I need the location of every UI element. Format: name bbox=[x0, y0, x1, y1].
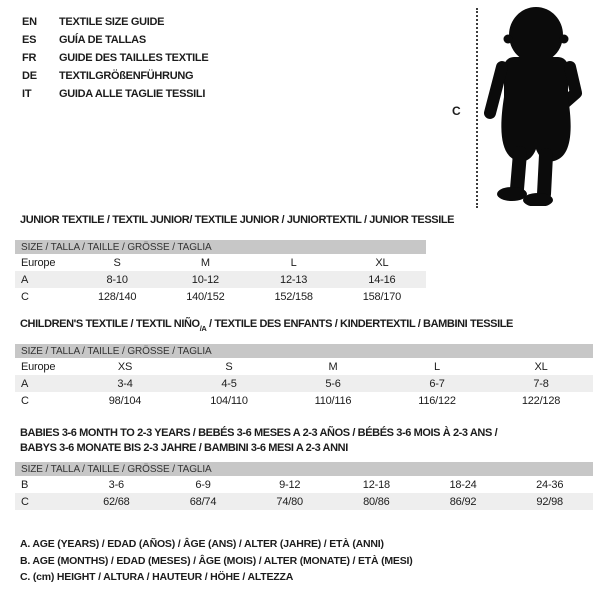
row-label-cell: C bbox=[21, 290, 29, 303]
lang-title: TEXTILGRÖßENFÜHRUNG bbox=[59, 70, 194, 82]
value-cell: 12-18 bbox=[362, 478, 390, 491]
value-cell: 86/92 bbox=[449, 495, 477, 508]
value-cell: 6-9 bbox=[195, 478, 211, 491]
legend-line-c: C. (cm) HEIGHT / ALTURA / HAUTEUR / HÖHE / ALTEZZA bbox=[20, 571, 294, 583]
size-header-bar: SIZE / TALLA / TAILLE / GRÖSSE / TAGLIA bbox=[15, 462, 593, 476]
size-header-bar: SIZE / TALLA / TAILLE / GRÖSSE / TAGLIA bbox=[15, 240, 426, 254]
value-cell: 18-24 bbox=[449, 478, 477, 491]
value-cell: 62/68 bbox=[103, 495, 130, 508]
lang-title: TEXTILE SIZE GUIDE bbox=[59, 16, 165, 28]
value-cell: 14-16 bbox=[368, 273, 396, 286]
lang-title: GUÍA DE TALLAS bbox=[59, 34, 146, 46]
lang-code: ES bbox=[22, 34, 37, 46]
table-title-line: CHILDREN'S TEXTILE / TEXTIL $NIÑO_{/A}$ / TEXTILE DES ENFANTS / KINDERTEXTIL / BAMBINI TESSILE bbox=[20, 318, 513, 334]
row-label-cell: Europe bbox=[21, 360, 56, 373]
value-cell: 98/104 bbox=[108, 394, 142, 407]
table-row bbox=[15, 358, 593, 375]
value-cell: 158/170 bbox=[362, 290, 402, 303]
lang-code: FR bbox=[22, 52, 37, 64]
table-title bbox=[15, 213, 455, 240]
lang-row-fr bbox=[22, 49, 208, 67]
row-label-cell: A bbox=[21, 273, 29, 286]
value-cell: 92/98 bbox=[536, 495, 563, 508]
children-textile-table bbox=[15, 317, 593, 409]
row-label-cell: B bbox=[21, 478, 29, 491]
value-cell: 122/128 bbox=[521, 394, 561, 407]
height-measure-label: C bbox=[452, 104, 461, 118]
table-rows bbox=[15, 254, 426, 305]
table-rows bbox=[15, 358, 593, 409]
table-title-line: BABIES 3-6 MONTH TO 2-3 YEARS / BEBÉS 3-6 MESES A 2-3 AÑOS / BÉBÉS 3-6 MOIS À 2-3 ANS / bbox=[20, 427, 498, 439]
table-row bbox=[15, 288, 426, 305]
value-cell: 4-5 bbox=[221, 377, 237, 390]
table-title bbox=[15, 426, 593, 462]
table-row bbox=[15, 493, 593, 510]
lang-code: IT bbox=[22, 88, 32, 100]
table-row bbox=[15, 375, 593, 392]
value-cell: 12-13 bbox=[280, 273, 308, 286]
value-cell: XS bbox=[117, 360, 133, 373]
junior-textile-table bbox=[15, 213, 455, 305]
lang-code: EN bbox=[22, 16, 37, 28]
lang-row-es bbox=[22, 31, 208, 49]
table-row bbox=[15, 271, 426, 288]
value-cell: 9-12 bbox=[279, 478, 301, 491]
table-rows bbox=[15, 476, 593, 510]
value-cell: 7-8 bbox=[533, 377, 549, 390]
lang-row-en bbox=[22, 13, 208, 31]
value-cell: 3-4 bbox=[117, 377, 133, 390]
measure-legend bbox=[20, 536, 413, 586]
lang-row-it bbox=[22, 85, 208, 103]
value-cell: 128/140 bbox=[97, 290, 137, 303]
table-title bbox=[15, 317, 593, 344]
value-cell: XL bbox=[375, 256, 389, 269]
table-row bbox=[15, 476, 593, 493]
legend-line-b: B. AGE (MONTHS) / EDAD (MESES) / ÂGE (MOIS) / ALTER (MONATE) / ETÀ (MESI) bbox=[20, 554, 413, 567]
legend-line-a: A. AGE (YEARS) / EDAD (AÑOS) / ÂGE (ANS) / ALTER (JAHRE) / ETÀ (ANNI) bbox=[20, 538, 384, 550]
value-cell: 8-10 bbox=[106, 273, 128, 286]
row-label-cell: A bbox=[21, 377, 29, 390]
value-cell: L bbox=[290, 256, 297, 269]
language-title-list bbox=[22, 13, 208, 103]
value-cell: 5-6 bbox=[325, 377, 341, 390]
lang-title: GUIDE DES TAILLES TEXTILE bbox=[59, 52, 209, 64]
value-cell: 3-6 bbox=[108, 478, 124, 491]
value-cell: M bbox=[328, 360, 338, 373]
babies-textile-table bbox=[15, 426, 593, 510]
value-cell: S bbox=[113, 256, 121, 269]
row-label-cell: C bbox=[21, 394, 29, 407]
row-label-cell: C bbox=[21, 495, 29, 508]
value-cell: M bbox=[200, 256, 210, 269]
value-cell: 104/110 bbox=[210, 394, 248, 407]
value-cell: 80/86 bbox=[363, 495, 390, 508]
value-cell: 6-7 bbox=[429, 377, 445, 390]
value-cell: 140/152 bbox=[186, 290, 225, 303]
size-header-bar: SIZE / TALLA / TAILLE / GRÖSSE / TAGLIA bbox=[15, 344, 593, 358]
value-cell: S bbox=[225, 360, 233, 373]
height-measure-dotted-line bbox=[476, 8, 478, 208]
value-cell: 152/158 bbox=[274, 290, 313, 303]
table-title-line: JUNIOR TEXTILE / TEXTIL JUNIOR/ TEXTILE JUNIOR / JUNIORTEXTIL / JUNIOR TESSILE bbox=[20, 214, 455, 226]
table-row bbox=[15, 392, 593, 409]
lang-code: DE bbox=[22, 70, 37, 82]
value-cell: 68/74 bbox=[189, 495, 217, 508]
value-cell: 10-12 bbox=[191, 273, 219, 286]
value-cell: 24-36 bbox=[536, 478, 564, 491]
table-row bbox=[15, 254, 426, 271]
row-label-cell: Europe bbox=[21, 256, 56, 269]
lang-title: GUIDA ALLE TAGLIE TESSILI bbox=[59, 88, 206, 100]
value-cell: 110/116 bbox=[314, 394, 352, 407]
value-cell: 116/122 bbox=[418, 394, 456, 407]
value-cell: 74/80 bbox=[276, 495, 303, 508]
value-cell: L bbox=[434, 360, 440, 373]
table-title-line: BABYS 3-6 MONATE BIS 2-3 JAHRE / BAMBINI 3-6 MESI A 2-3 ANNI bbox=[20, 442, 348, 454]
lang-row-de bbox=[22, 67, 208, 85]
value-cell: XL bbox=[534, 360, 548, 373]
baby-silhouette bbox=[484, 5, 596, 206]
